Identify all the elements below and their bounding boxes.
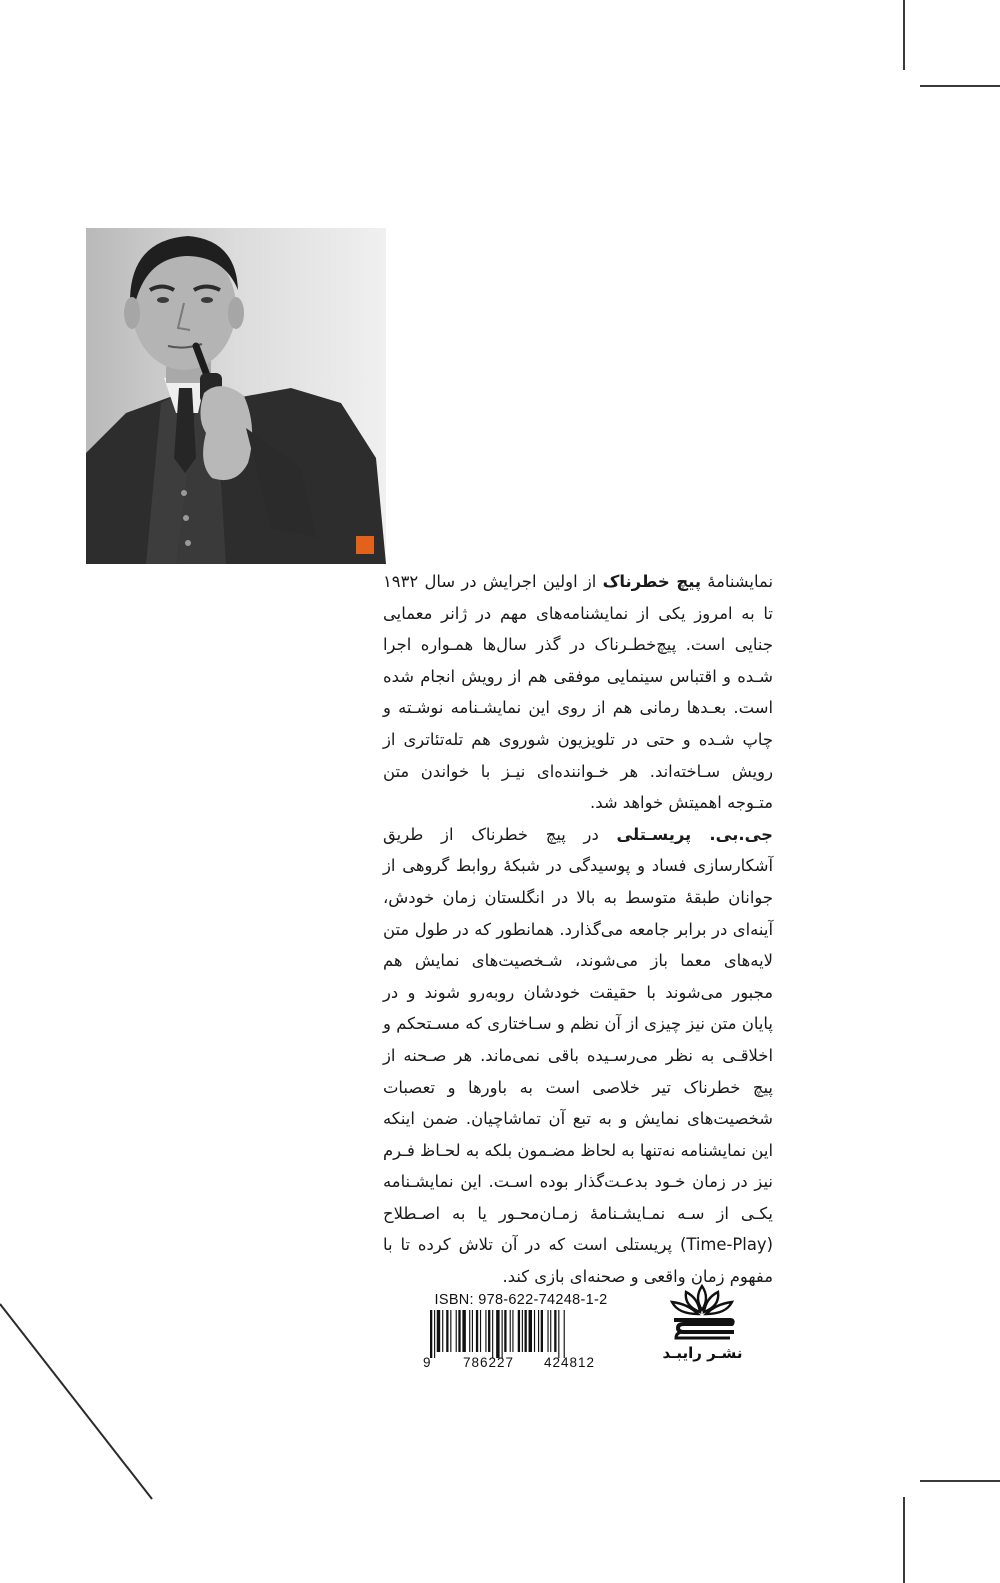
diagonal-fold-line [0, 1296, 160, 1501]
publisher-name: نشـر رایبـد [662, 1344, 743, 1362]
barcode-bar [496, 1310, 499, 1358]
barcode-bar [472, 1310, 473, 1352]
barcode-bar [434, 1310, 435, 1358]
barcode-digits-left: 786227 [463, 1355, 515, 1370]
barcode-bar [504, 1310, 506, 1352]
barcode-bar [442, 1310, 443, 1352]
barcode-bar [529, 1310, 532, 1352]
barcode-bar [538, 1310, 539, 1352]
barcode-bar [437, 1310, 440, 1352]
play-title: پیچ خطرناک [602, 572, 702, 591]
barcode-bar [492, 1310, 493, 1358]
barcode-bar [450, 1310, 451, 1352]
barcode-bar [518, 1310, 520, 1352]
barcode-digits-right: 424812 [544, 1355, 596, 1370]
barcode-bar [550, 1310, 551, 1352]
barcode-digit-first: 9 [423, 1355, 431, 1370]
crop-mark-bottom-horizontal [920, 1480, 1000, 1482]
lotus-book-icon [664, 1282, 740, 1342]
barcode-bar [462, 1310, 465, 1352]
barcode-bar [525, 1310, 527, 1352]
crop-mark-top-vertical [903, 0, 905, 70]
isbn-barcode [422, 1310, 617, 1358]
barcode-bar [480, 1310, 481, 1352]
barcode-bar [554, 1310, 556, 1352]
crop-mark-top-horizontal [920, 85, 1000, 87]
author-photo [86, 228, 386, 564]
barcode-bar [522, 1310, 523, 1352]
barcode-bar [541, 1310, 543, 1352]
barcode-bar [485, 1310, 486, 1352]
accent-square [356, 536, 374, 554]
barcode-bar [488, 1310, 490, 1352]
barcode-bar [502, 1310, 503, 1358]
back-cover-blurb [383, 566, 773, 1293]
blurb-paragraph-1: نمایشنامهٔ پیچ خطرناک از اولین اجرایش در سال ۱۹۳۲ تا به امروز یکی از نمایشنامه‌های مهم در ژانر معمایی جنایی است. پیچ‌خطـرناک در گذر سال‌ها همـواره اجرا شـده و اقتباس سینمایی موفقی هم از رویش انجام شده است. بعـدها رمانی هم از روی این نمایشـنامه نوشـته و چاپ شـده و حتی در تلویزیون شوروی هم تله‌تئاتری از رویش سـاخته‌اند. هر خـواننده‌ای نیـز با خواندن متن متـوجه اهمیتش خواهد شد. [383, 572, 774, 813]
blurb-paragraph-2: جی.بی. پریسـتلی در پیچ خطرناک از طریق آشکارسازی فساد و پوسیدگی در شبکهٔ روابط گروهی از جوانان طبقهٔ متوسط به بالا در انگلستان زمان خودش، آینه‌ای در برابر جامعه می‌گذارد. همانطور که در طول متن لایه‌های معما باز می‌شوند، شـخصیت‌های نمایش هم مجبور می‌شوند با حقیقت خودشان روبه‌رو شوند و در پایان متن نیز چیزی از آن نظم و سـاختاری که مسـتحکم و اخلاقـی به نظر می‌رسـیده باقی نمی‌ماند. هر صـحنه از پیچ خطرناک تیر خلاصی است به باورها و تعصبات شخصیت‌های نمایش و به تبع آن تماشاچیان. ضمن اینکه این نمایشنامه نه‌تنها به لحاظ مضـمون بلکه به لحـاظ فـرم نیز در زمان خـود بدعـت‌گذار بوده اسـت. این نمایشـنامه یکـی از سـه نمـایشـنامهٔ زمـان‌محـور یا به اصـطلاح (Time-Play) پریستلی است که در آن تلاش کرده تا با مفهوم زمان واقعی و صحنه‌ای بازی کند. [383, 824, 773, 1287]
barcode-bar [469, 1310, 470, 1352]
barcode-bar [458, 1310, 460, 1352]
barcode-bar [534, 1310, 535, 1352]
barcode-bar [558, 1310, 559, 1358]
barcode-bar [547, 1310, 548, 1352]
barcode-bar [446, 1310, 448, 1352]
barcode-bar [476, 1310, 478, 1352]
crop-mark-bottom-vertical [903, 1497, 905, 1583]
isbn-label: ISBN: 978-622-74248-1-2 [434, 1292, 608, 1308]
barcode-bar [456, 1310, 457, 1352]
author-name: جی.بی. پریسـتلی [616, 824, 773, 844]
barcode-bar [510, 1310, 511, 1352]
barcode-bar [430, 1310, 432, 1358]
barcode-bar [512, 1310, 513, 1352]
barcode-bar [564, 1310, 565, 1358]
